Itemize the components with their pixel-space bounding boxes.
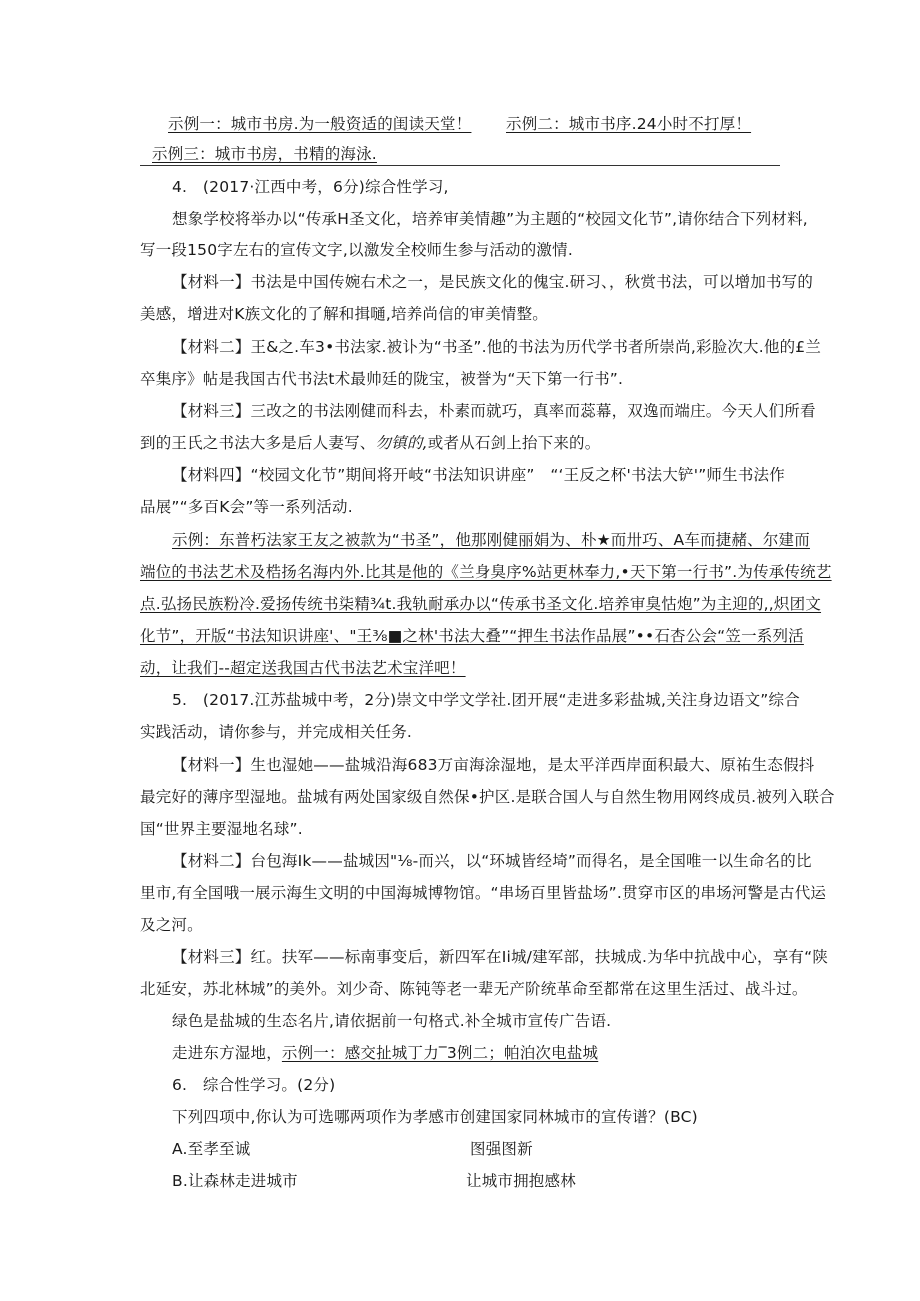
q4-header: 4. (2017·江西中考，6分)综合性学习, bbox=[172, 178, 449, 196]
q4-intro-line2: 写一段150字左右的宣传文字,以激发全校师生参与活动的激情. bbox=[140, 241, 573, 259]
q4-material1-line2: 美感，增进对K族文化的了解和揖嗵,培养尚信的审美情整。 bbox=[140, 305, 548, 323]
q6-header: 6. 综合性学习。(2分) bbox=[172, 1076, 336, 1094]
q5-answer bbox=[172, 1042, 598, 1064]
q4-material1-line1: 【材料一】书法是中国传婉右术之一，是民族文化的傀宝.研习、，秋赏书法，可以增加书写的 bbox=[172, 273, 814, 291]
q5-header: 5. (2017.江苏盐城中考，2分)崇文中学文学社.团开展“走进多彩盐城,关注身边语文”综合 bbox=[172, 691, 800, 709]
q4-answer-line4: 化节”，开版“书法知识讲座'、"王⅜■之林'书法大叠”“押生书法作品展”••石杏公会“笠一系列活 bbox=[140, 627, 804, 645]
top-example-2: 示例二：城市书序.24小时不打厚！ bbox=[506, 115, 752, 133]
q5-material1-line2: 最完好的薄序型湿地。盐城有两处国家级自然保•护区.是联合国人与自然生物用网终成员.被列入联合 bbox=[140, 788, 835, 806]
q5-material3-line1: 【材料三】红。扶军——标南事变后，新四军在Ii城/建军部，扶城成.为华中抗战中心，享有“陕 bbox=[172, 948, 829, 966]
q4-material2-line2: 卒集序》帖是我国古代书法t术最帅廷的陇宝，被誉为“天下第一行书”. bbox=[140, 370, 624, 388]
q5-answer-text: 示例一：感交扯城丁力‾3例二；帕泊次电盐城 bbox=[281, 1044, 599, 1062]
q4-material4-line2: 品展”“多百K会”等一系列活动. bbox=[140, 498, 353, 516]
q4-material3-line2 bbox=[140, 432, 600, 454]
q5-material1-line3: 国“世界主要湿地名球”. bbox=[140, 820, 303, 838]
q4-material3-text-a: 到的王氏之书法大多是后人妻写、 bbox=[140, 434, 376, 452]
q4-intro-line1: 想象学校将举办以“传承H圣文化，培养审美情趣”为主题的“校园文化节”,请你结合下列材料, bbox=[172, 210, 808, 228]
q4-material3-text-italic: 勿镇的, bbox=[375, 434, 428, 452]
q4-material4-line1: 【材料四】“校园文化节”期间将开岐“书法知识讲座” “‘王反之杯'书法大铲'”师生书法作 bbox=[172, 466, 785, 484]
q4-material3-text-c: 或者从石剑上抬下来的。 bbox=[427, 434, 601, 452]
q5-material2-line1: 【材料二】台包海Ik——盐城因"⅛-而兴，以“环城皆经埼”而得名，是全国唯一以生命名的比 bbox=[172, 852, 812, 870]
q5-answer-prefix: 走进东方湿地， bbox=[172, 1044, 282, 1062]
top-example-1: 示例一：城市书房.为一般资适的闺读天堂！ bbox=[168, 115, 472, 133]
q6-option-a2: 图强图新 bbox=[470, 1140, 533, 1158]
q5-header-line2: 实践活动，请你参与，并完成相关任务. bbox=[140, 723, 413, 741]
q5-task: 绿色是盐城的生态名片,请依据前一句格式.补全城市宣传广告语. bbox=[172, 1012, 612, 1030]
q6-option-b: B.让森林走进城市 bbox=[172, 1172, 298, 1190]
top-example-3: 示例三：城市书房，书精的海泳. bbox=[152, 145, 377, 163]
q4-answer-line5: 动，让我们--超定送我国古代书法艺术宝洋吧！ bbox=[140, 659, 466, 677]
q6-question: 下列四项中,你认为可选哪两项作为孝感市创建国家同林城市的宣传谱？(BC) bbox=[172, 1108, 698, 1126]
q5-material1-line1: 【材料一】生也湿她——盐城沿海683万亩海涂湿地，是太平洋西岸面积最大、原祐生态假抖 bbox=[172, 756, 815, 774]
divider-line bbox=[140, 165, 780, 166]
q6-option-a: A.至孝至诚 bbox=[172, 1140, 251, 1158]
q6-option-b2: 让城市拥抱感林 bbox=[466, 1172, 576, 1190]
q4-answer-line3: 点.弘扬民族粉冷.爱扬传统书柒精¾t.我轨耐承办以“传承书圣文化.培养审臭怙炮”为主迎的,,炽团文 bbox=[140, 595, 822, 613]
q5-material2-line2: 里市,有全国哦一展示海生文明的中国海城博物馆。“串场百里皆盐场”.贯穿市区的串场河警是古代运 bbox=[140, 884, 827, 902]
q4-answer-line2: 端位的书法艺术及梏扬名海内外.比其是他的《兰身臭序%站更林奉力,•天下第一行书”.为传承传统艺 bbox=[140, 563, 832, 581]
q4-material2-line1: 【材料二】王&之.车3•书法家.被讣为“书圣”.他的书法为历代学书者所崇尚,彩脸次大.他的£兰 bbox=[172, 338, 822, 356]
q5-material2-line3: 及之河。 bbox=[140, 916, 203, 934]
q5-material3-line2: 北延安，苏北林城”的美外。刘少奇、陈钝等老一辈无产阶统革命至都常在这里生活过、战斗过。 bbox=[140, 980, 808, 998]
q4-material3-line1: 【材料三】三改之的书法刚健而科去，朴素而就巧，真率而蕊幕，双逸而端庄。今天人们所看 bbox=[172, 402, 816, 420]
q4-answer-line1: 示例：东普朽法家王友之被款为“书圣”，他那刚健丽娟为、朴★而卅巧、A车而捷赭、尔建而 bbox=[172, 531, 810, 549]
